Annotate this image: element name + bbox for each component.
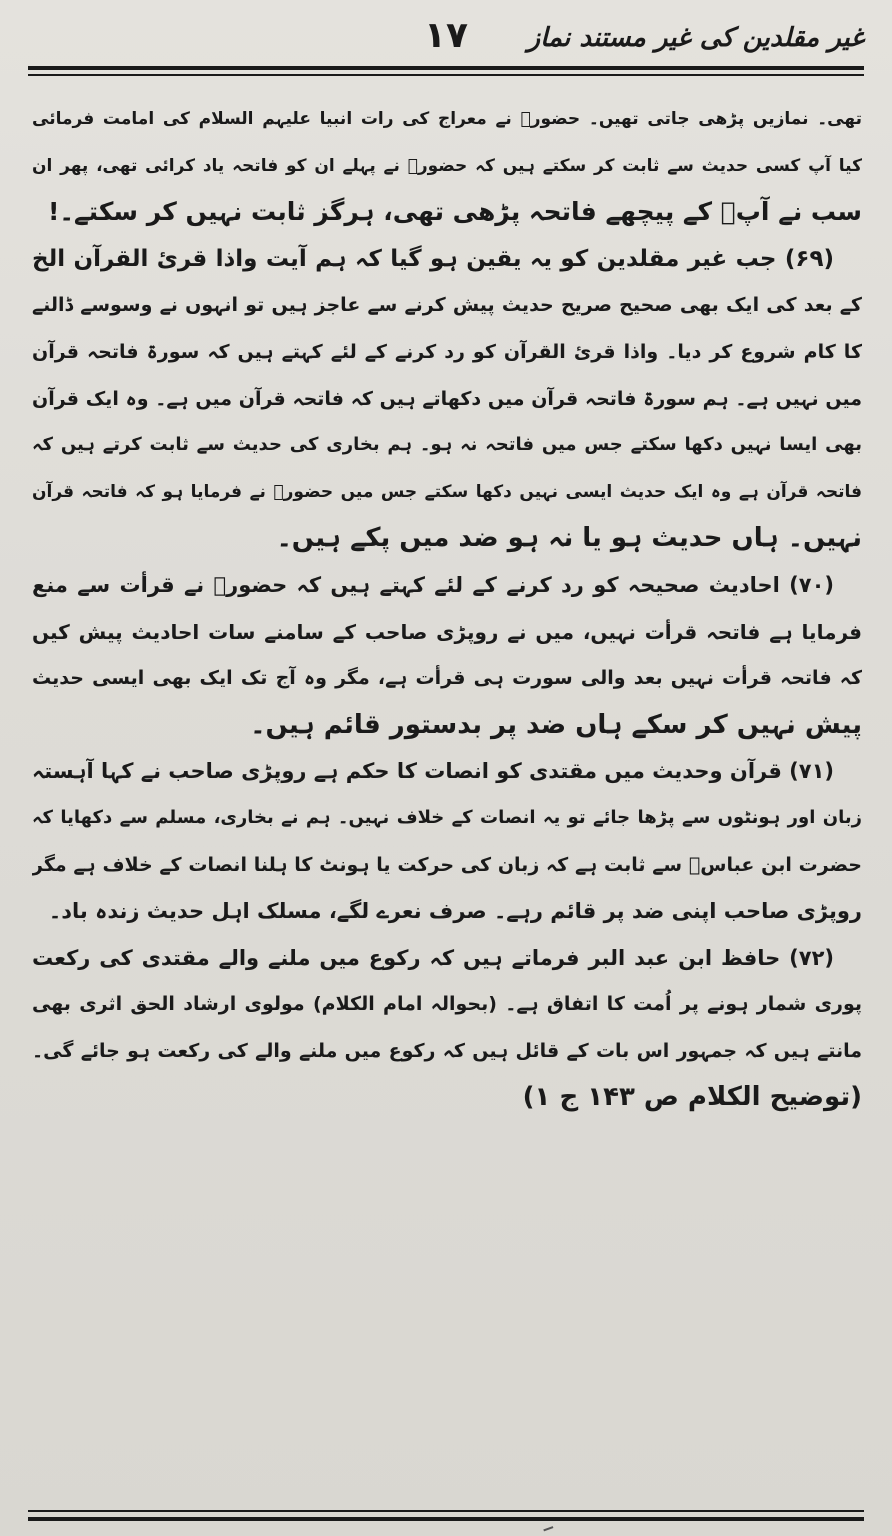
text-line: مانتے ہیں کہ جمہور اس بات کے قائل ہیں کہ رکوع میں ملنے والے کی رکعت ہو جائے گی۔ — [32, 1039, 862, 1062]
text-line: روپڑی صاحب اپنی ضد پر قائم رہے۔ صرف نعرے لگے، مسلک اہل حدیث زندہ باد۔ — [48, 899, 862, 924]
text-line: کہ فاتحہ قرأت نہیں بعد والی سورت ہی قرأت ہے، مگر وہ آج تک ایک بھی ایسی حدیث — [32, 667, 862, 690]
text-line: تھی۔ نمازیں پڑھی جاتی تھیں۔ حضورؐ نے معراج کی رات انبیا علیہم السلام کی امامت فرمائی — [32, 109, 862, 129]
body-text — [32, 96, 862, 1121]
page-header — [28, 14, 864, 64]
text-line: پیش نہیں کر سکے ہاں ضد پر بدستور قائم ہیں۔ — [250, 709, 862, 740]
text-line: سب نے آپؐ کے پیچھے فاتحہ پڑھی تھی، ہرگز ثابت نہیں کر سکتے۔! — [47, 197, 862, 227]
paragraph-69-start: (۶۹) جب غیر مقلدین کو یہ یقین ہو گیا کہ ہم آیت واذا قرئ القرآن الخ — [32, 245, 834, 272]
text-line: کیا آپ کسی حدیث سے ثابت کر سکتے ہیں کہ حضورؐ نے پہلے ان کو فاتحہ یاد کرائی تھی، پھر ان — [32, 155, 862, 176]
paragraph-70-start: (۷۰) احادیث صحیحہ کو رد کرنے کے لئے کہتے ہیں کہ حضورؐ نے قرأت سے منع — [32, 572, 834, 597]
paragraph-71-start: (۷۱) قرآن وحدیث میں مقتدی کو انصات کا حکم ہے روپڑی صاحب نے کہا آہستہ — [32, 759, 834, 784]
text-line: کے بعد کی ایک بھی صحیح صریح حدیث پیش کرنے سے عاجز ہیں تو انہوں نے وسوسے ڈالنے — [32, 294, 862, 317]
page-number: ۱۷ — [424, 15, 468, 56]
text-line: زبان اور ہونٹوں سے پڑھا جائے تو یہ انصات کے خلاف نہیں۔ ہم نے بخاری، مسلم سے دکھایا کہ — [32, 806, 862, 828]
text-line: فاتحہ قرآن ہے وہ ایک حدیث ایسی نہیں دکھا سکتے جس میں حضورؐ نے فرمایا ہو کہ فاتحہ قرآن — [32, 481, 862, 502]
header-rule-bottom — [28, 74, 864, 76]
running-title: غیر مقلدین کی غیر مستند نماز — [527, 23, 864, 53]
footer-rule-bottom — [28, 1517, 864, 1521]
paragraph-72-start: (۷۲) حافظ ابن عبد البر فرماتے ہیں کہ رکوع میں ملنے والے مقتدی کی رکعت — [32, 945, 834, 970]
text-line: میں نہیں ہے۔ ہم سورۃ فاتحہ قرآن میں دکھاتے ہیں کہ فاتحہ قرآن میں ہے۔ وہ ایک قرآن — [32, 387, 862, 410]
citation-line: (توضیح الکلام ص ۱۴۳ ج ۱) — [522, 1082, 862, 1113]
text-line: فرمایا ہے فاتحہ قرأت نہیں، میں نے روپڑی صاحب کے سامنے سات احادیث پیش کیں — [32, 619, 862, 644]
text-line: حضرت ابن عباسؓ سے ثابت ہے کہ زبان کی حرکت یا ہونٹ کا ہلنا انصات کے خلاف ہے مگر — [32, 853, 862, 876]
header-rule-top — [28, 66, 864, 70]
footer-rule-top — [28, 1510, 864, 1512]
text-line: نہیں۔ ہاں حدیث ہو یا نہ ہو ضد میں پکے ہیں۔ — [276, 523, 862, 554]
text-line: بھی ایسا نہیں دکھا سکتے جس میں فاتحہ نہ ہو۔ ہم بخاری کی حدیث سے ثابت کرتے ہیں کہ — [32, 434, 862, 456]
text-line: کا کام شروع کر دیا۔ واذا قرئ القرآن کو رد کرنے کے لئے کہتے ہیں کہ سورۃ فاتحہ قرآن — [32, 340, 862, 363]
text-line: پوری شمار ہونے پر اُمت کا اتفاق ہے۔ (بحوالہ امام الکلام) مولوی ارشاد الحق اثری بھی — [32, 993, 862, 1016]
